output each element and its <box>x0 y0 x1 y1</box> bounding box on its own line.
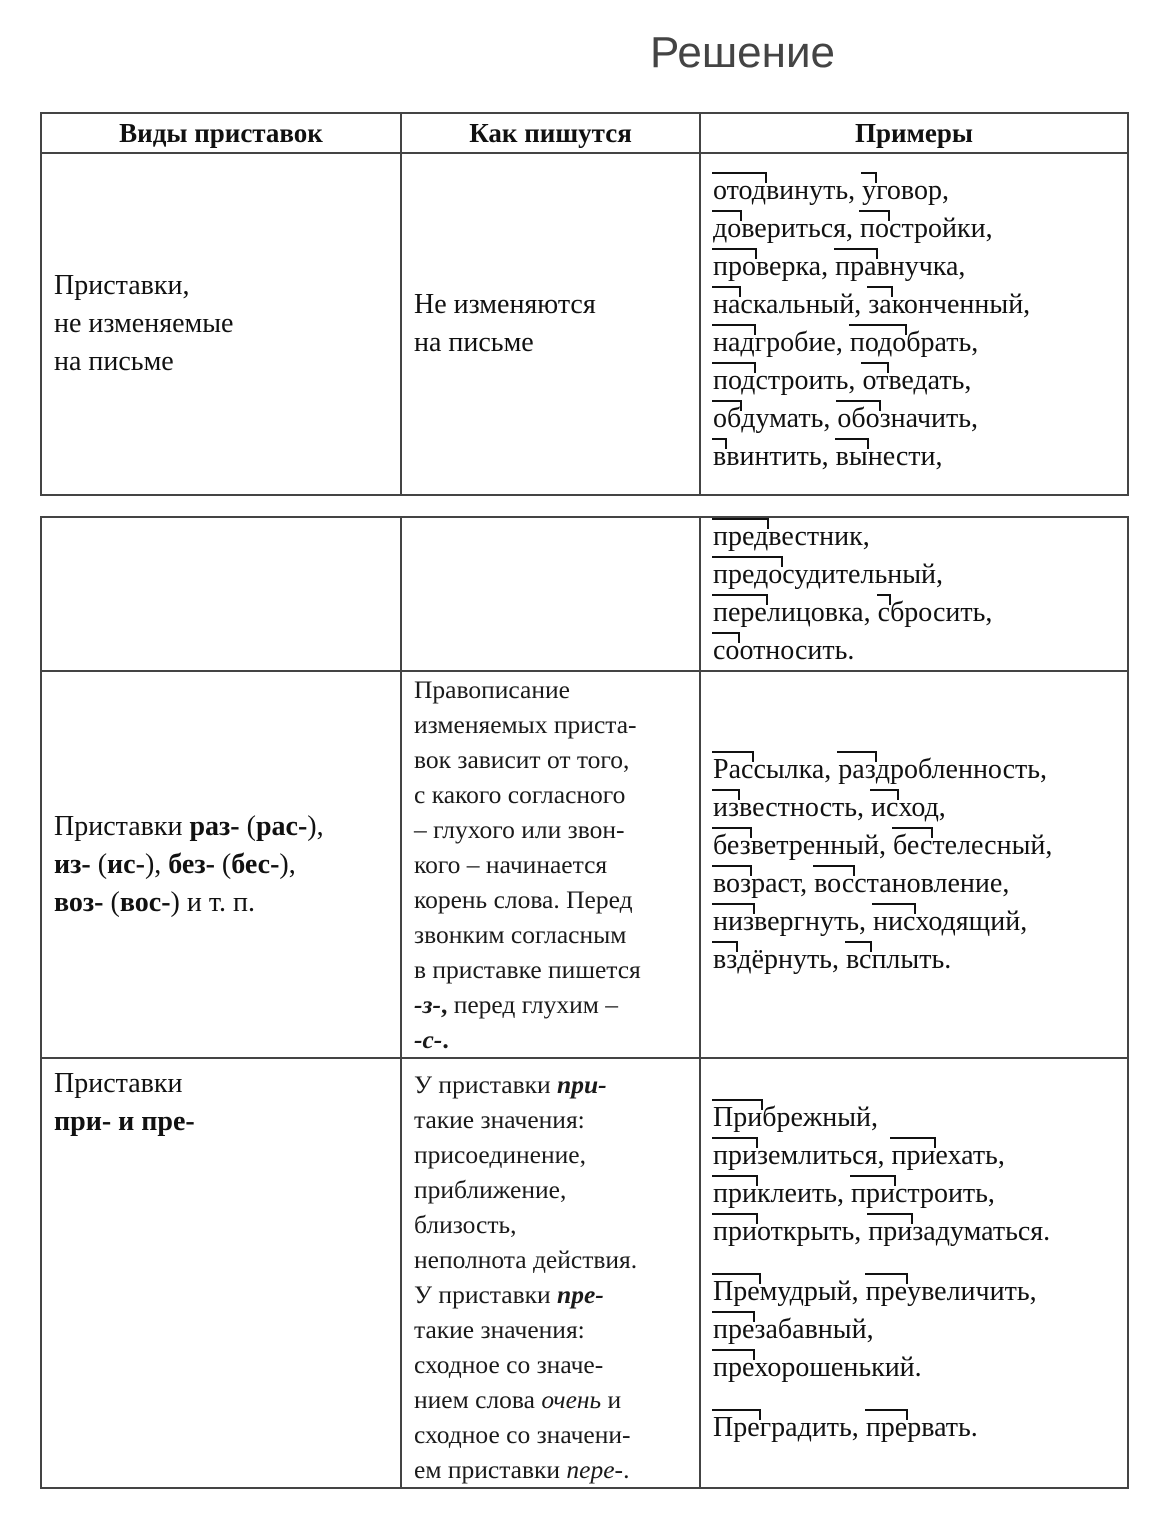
prefix-type-cell: Приставки раз- (рас-), из- (ис-), без- (бес-), воз- (вос-) и т. п. <box>41 671 401 1058</box>
prefix-mark: при <box>868 1216 913 1247</box>
prefix-mark: отод <box>713 175 766 206</box>
table-row <box>41 153 1128 495</box>
word-rest: задуматься. <box>912 1216 1051 1247</box>
example-line <box>713 286 1115 324</box>
word-rest: вестник, <box>768 521 870 552</box>
prefix-mark: с <box>877 597 891 628</box>
table-row <box>41 671 1128 1058</box>
prefix-mark: при <box>713 1216 757 1247</box>
prefix-mark: подо <box>849 327 907 358</box>
prefix-mark: от <box>862 365 889 396</box>
examples-cell <box>700 1058 1128 1488</box>
prefix-mark: При <box>713 1102 763 1133</box>
example-line <box>713 324 1115 362</box>
prefix-mark: вос <box>814 867 855 899</box>
word-rest: бросить, <box>890 597 993 628</box>
example-line <box>713 438 1115 476</box>
word-rest: землиться, <box>756 1140 892 1171</box>
example-line <box>713 789 1115 827</box>
prefix-mark: пра <box>835 251 877 282</box>
prefix-mark: из <box>713 791 740 823</box>
word-rest: вериться, <box>741 213 861 244</box>
prefix-table-part-1 <box>40 112 1129 496</box>
example-line <box>713 556 1115 594</box>
word-rest: ехать, <box>935 1140 1005 1171</box>
prefix-mark: по <box>860 213 890 244</box>
prefix-mark: в <box>713 441 727 472</box>
example-line <box>713 941 1115 979</box>
word-rest: рвать. <box>907 1412 978 1443</box>
word-rest: конченный, <box>891 289 1031 320</box>
example-line <box>713 362 1115 400</box>
word-rest: значить, <box>879 403 979 434</box>
header-how-written: Как пишутся <box>401 113 700 153</box>
example-line <box>713 1311 1115 1349</box>
word-rest: ходящий, <box>915 905 1028 937</box>
examples-cell <box>700 671 1128 1058</box>
word-rest: забавный, <box>754 1314 874 1345</box>
how-written-cell: У приставки при- такие значения: присоединение, приближение, близость, неполнота действия. У приставки пре- такие значения: сходное со значе- нием слова очень и сходное со значени- ем приставки пере-. <box>401 1058 700 1488</box>
header-examples: Примеры <box>700 113 1128 153</box>
word-rest: увеличить, <box>907 1276 1037 1307</box>
word-rest: лицовка, <box>766 597 878 628</box>
prefix-mark: у <box>862 175 877 206</box>
prefix-mark: пред <box>713 521 769 552</box>
prefix-mark: пре <box>713 1352 755 1383</box>
word-rest: ветренный, <box>750 829 893 861</box>
example-line <box>713 1349 1115 1387</box>
prefix-mark: предо <box>713 559 783 590</box>
example-line <box>713 903 1115 941</box>
example-line <box>713 210 1115 248</box>
prefix-mark: пре <box>865 1412 908 1443</box>
word-rest: говор, <box>876 175 949 206</box>
word-rest: верка, <box>755 251 836 282</box>
word-rest: становление, <box>854 867 1010 899</box>
prefix-mark: пре <box>865 1276 908 1307</box>
word-rest: нести, <box>867 441 943 472</box>
prefix-mark: при <box>891 1140 936 1171</box>
word-rest: винуть, <box>765 175 863 206</box>
word-rest: думать, <box>741 403 838 434</box>
prefix-mark: воз <box>713 867 752 899</box>
word-rest: винтить, <box>726 441 836 472</box>
prefix-mark: при <box>713 1178 757 1209</box>
word-rest: вергнуть, <box>754 905 873 937</box>
prefix-mark: без <box>713 829 751 861</box>
prefix-mark: при <box>713 1140 757 1171</box>
prefix-mark: вс <box>845 943 872 975</box>
example-line <box>713 827 1115 865</box>
example-line <box>713 751 1115 789</box>
prefix-mark: пре <box>713 1314 755 1345</box>
example-line <box>713 1137 1115 1175</box>
word-rest: дёрнуть, <box>737 943 846 975</box>
example-spacer <box>713 1387 1115 1409</box>
prefix-mark: про <box>713 251 756 282</box>
word-rest: ход, <box>898 791 946 823</box>
prefix-mark: пере <box>713 597 767 628</box>
word-rest: дробленность, <box>875 753 1048 785</box>
word-rest: ведать, <box>888 365 972 396</box>
prefix-mark: ис <box>871 791 899 823</box>
prefix-mark: на <box>713 289 741 320</box>
word-rest: брежный, <box>762 1102 879 1133</box>
word-rest: гробие, <box>754 327 850 358</box>
example-line <box>713 865 1115 903</box>
prefix-mark: раз <box>838 753 876 785</box>
example-line <box>713 248 1115 286</box>
word-rest: вестность, <box>739 791 872 823</box>
word-rest: скальный, <box>740 289 869 320</box>
prefix-mark: со <box>713 635 740 666</box>
word-rest: судительный, <box>782 559 944 590</box>
prefix-mark: обо <box>837 403 880 434</box>
word-rest: строить, <box>755 365 863 396</box>
prefix-mark: нис <box>873 905 916 937</box>
page-title: Решение <box>650 28 836 77</box>
how-written-cell: Правописание изменяемых приста- вок зависит от того, с какого согласного – глухого или звон- кого – начинается корень слова. Перед звонким согласным в приставке пишется -з-, перед глухим – -с-. <box>401 671 700 1058</box>
example-line <box>713 1099 1115 1137</box>
word-rest: клеить, <box>756 1178 851 1209</box>
examples-cell <box>700 153 1128 495</box>
prefix-mark: об <box>713 403 742 434</box>
example-line <box>713 400 1115 438</box>
examples-cell <box>700 517 1128 671</box>
word-rest: строить, <box>894 1178 995 1209</box>
prefix-mark: Пре <box>713 1276 760 1307</box>
prefix-mark: бес <box>892 829 933 861</box>
example-line <box>713 518 1115 556</box>
prefix-mark: при <box>850 1178 895 1209</box>
prefix-mark: Рас <box>713 753 754 785</box>
prefix-type-cell-empty <box>41 517 401 671</box>
example-line <box>713 594 1115 632</box>
word-rest: хорошенький. <box>754 1352 922 1383</box>
word-rest: градить, <box>759 1412 866 1443</box>
example-line <box>713 1273 1115 1311</box>
prefix-mark: до <box>713 213 742 244</box>
table-row <box>41 1058 1128 1488</box>
table-header-row <box>41 113 1128 153</box>
example-line <box>713 1175 1115 1213</box>
word-rest: брать, <box>906 327 979 358</box>
prefix-mark: вз <box>713 943 738 975</box>
prefix-mark: за <box>868 289 892 320</box>
word-rest: плыть. <box>871 943 952 975</box>
prefix-type-cell: Приставки при- и пре- <box>41 1058 401 1488</box>
word-rest: относить. <box>739 635 855 666</box>
example-line <box>713 172 1115 210</box>
example-line <box>713 1213 1115 1251</box>
word-rest: мудрый, <box>759 1276 866 1307</box>
word-rest: сылка, <box>753 753 839 785</box>
word-rest: стройки, <box>889 213 993 244</box>
how-written-cell: Не изменяются на письме <box>401 153 700 495</box>
prefix-mark: Пре <box>713 1412 760 1443</box>
prefix-table-part-2 <box>40 516 1129 1489</box>
prefix-mark: под <box>713 365 756 396</box>
prefix-mark: низ <box>713 905 755 937</box>
how-written-cell-empty <box>401 517 700 671</box>
prefix-mark: над <box>713 327 755 358</box>
word-rest: телесный, <box>932 829 1053 861</box>
prefix-mark: вы <box>835 441 868 472</box>
word-rest: раст, <box>751 867 815 899</box>
example-spacer <box>713 1251 1115 1273</box>
example-line <box>713 1409 1115 1447</box>
example-line <box>713 632 1115 670</box>
table-row <box>41 517 1128 671</box>
word-rest: открыть, <box>756 1216 869 1247</box>
word-rest: внучка, <box>876 251 966 282</box>
header-prefix-types: Виды приставок <box>41 113 401 153</box>
prefix-type-cell: Приставки, не изменяемые на письме <box>41 153 401 495</box>
